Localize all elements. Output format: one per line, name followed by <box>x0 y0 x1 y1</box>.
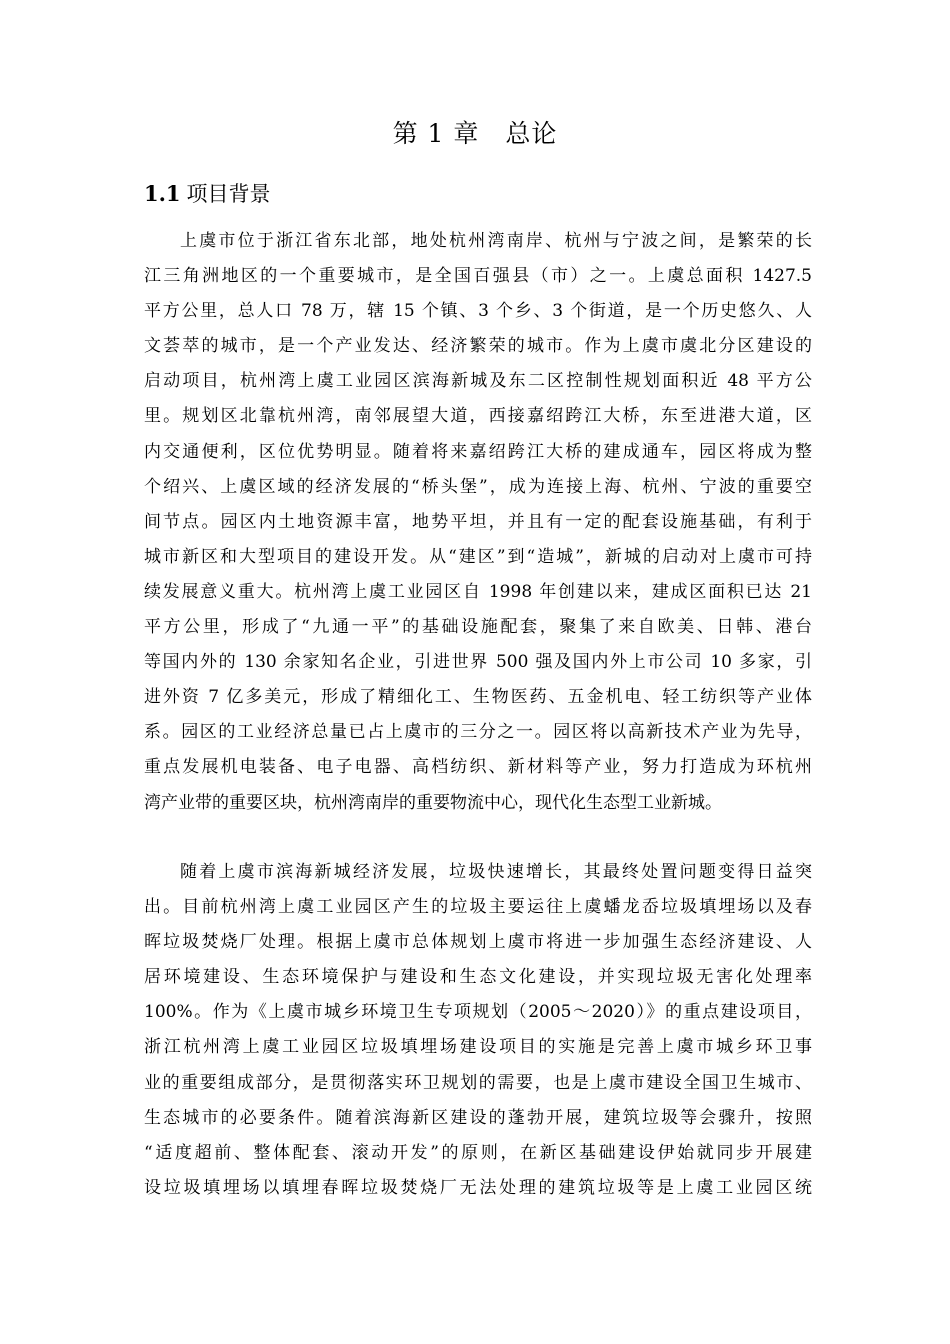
text-line: 居环境建设、生态环境保护与建设和生态文化建设，并实现垃圾无害化处理率 <box>144 967 812 988</box>
text-line: 江三角洲地区的一个重要城市，是全国百强县（市）之一。上虞总面积 1427.5 <box>144 266 812 287</box>
text-line: 启动项目，杭州湾上虞工业园区滨海新城及东二区控制性规划面积近 48 平方公 <box>144 371 812 392</box>
text-line: 等国内外的 130 余家知名企业，引进世界 500 强及国内外上市公司 10 多家，引 <box>144 652 812 673</box>
text-line: 间节点。园区内土地资源丰富，地势平坦，并且有一定的配套设施基础，有利于 <box>144 511 812 532</box>
text-line: 平方公里，总人口 78 万，辖 15 个镇、3 个乡、3 个街道，是一个历史悠久、人 <box>144 301 812 322</box>
text-line: 平方公里，形成了“九通一平”的基础设施配套，聚集了来自欧美、日韩、港台 <box>144 617 812 638</box>
paragraph-waste-situation <box>144 855 812 1206</box>
text-line: 里。规划区北靠杭州湾，南邻展望大道，西接嘉绍跨江大桥，东至进港大道，区 <box>144 406 812 427</box>
text-line: 内交通便利，区位优势明显。随着将来嘉绍跨江大桥的建成通车，园区将成为整 <box>144 441 812 462</box>
chapter-number: 第 1 章 <box>392 119 480 148</box>
text-line: 设垃圾填埋场以填埋春晖垃圾焚烧厂无法处理的建筑垃圾等是上虞工业园区统 <box>144 1177 812 1198</box>
text-line: 上虞市位于浙江省东北部，地处杭州湾南岸、杭州与宁波之间，是繁荣的长 <box>180 231 812 251</box>
section-heading <box>144 174 271 214</box>
text-line: 生态城市的必要条件。随着滨海新区建设的蓬勃开展，建筑垃圾等会骤升，按照 <box>144 1107 812 1128</box>
text-line: 系。园区的工业经济总量已占上虞市的三分之一。园区将以高新技术产业为先导， <box>144 722 812 743</box>
chapter-heading <box>0 112 950 156</box>
text-line: 城市新区和大型项目的建设开发。从“建区”到“造城”，新城的启动对上虞市可持 <box>144 546 812 567</box>
text-line: “适度超前、整体配套、滚动开发”的原则，在新区基础建设伊始就同步开展建 <box>144 1142 812 1163</box>
chapter-title: 总论 <box>505 119 558 148</box>
text-line: 个绍兴、上虞区域的经济发展的“桥头堡”，成为连接上海、杭州、宁波的重要空 <box>144 476 812 497</box>
section-title: 项目背景 <box>186 182 271 206</box>
text-line: 续发展意义重大。杭州湾上虞工业园区自 1998 年创建以来，建成区面积已达 21 <box>144 581 812 602</box>
text-line: 进外资 7 亿多美元，形成了精细化工、生物医药、五金机电、轻工纺织等产业体 <box>144 687 812 708</box>
text-line: 湾产业带的重要区块，杭州湾南岸的重要物流中心，现代化生态型工业新城。 <box>144 792 722 813</box>
text-line: 晖垃圾焚烧厂处理。根据上虞市总体规划上虞市将进一步加强生态经济建设、人 <box>144 932 812 953</box>
text-line: 100%。作为《上虞市城乡环境卫生专项规划（2005～2020）》的重点建设项目， <box>144 1002 812 1023</box>
text-line: 随着上虞市滨海新城经济发展，垃圾快速增长，其最终处置问题变得日益突 <box>180 862 812 882</box>
text-line: 文荟萃的城市，是一个产业发达、经济繁荣的城市。作为上虞市虞北分区建设的 <box>144 336 812 357</box>
text-line: 出。目前杭州湾上虞工业园区产生的垃圾主要运往上虞蟠龙岙垃圾填埋场以及春 <box>144 897 812 918</box>
section-number: 1.1 <box>144 181 181 206</box>
text-line: 浙江杭州湾上虞工业园区垃圾填埋场建设项目的实施是完善上虞市城乡环卫事 <box>144 1037 812 1058</box>
paragraph-project-background <box>144 224 812 821</box>
text-line: 重点发展机电装备、电子电器、高档纺织、新材料等产业，努力打造成为环杭州 <box>144 757 812 778</box>
text-line: 业的重要组成部分，是贯彻落实环卫规划的需要，也是上虞市建设全国卫生城市、 <box>144 1072 812 1093</box>
